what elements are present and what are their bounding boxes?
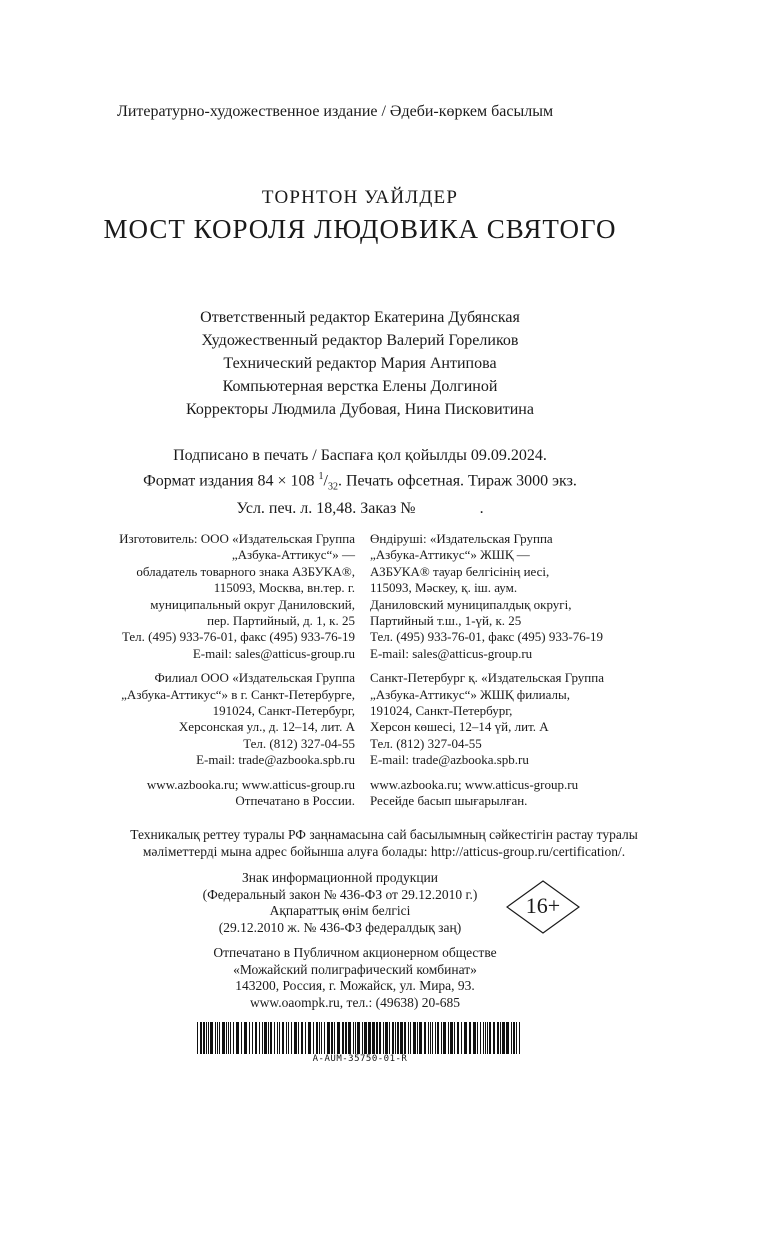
barcode-bar [357,1022,360,1054]
barcode-bar [252,1022,253,1054]
barcode-bar [430,1022,431,1054]
barcode-bar [413,1022,416,1054]
branch-line: Санкт-Петербург қ. «Издательская Группа [370,670,604,686]
info-sign-line: Ақпараттық өнім белгісі [269,903,411,918]
barcode-bar [368,1022,371,1054]
maker-line: E-mail: sales@atticus-group.ru [192,645,355,661]
barcode-bar [513,1022,515,1054]
barcode-bar [262,1022,263,1054]
barcode-bar [502,1022,505,1054]
barcode-bar [298,1022,299,1054]
barcode-bar [321,1022,322,1054]
barcode-bar [324,1022,325,1054]
info-sign-line: Знак информационной продукции [241,870,439,885]
barcode-bar [417,1022,418,1054]
barcode-bar [327,1022,330,1054]
barcode-bar [279,1022,280,1054]
credit-line: Компьютерная верстка Елены Долгиной [222,378,498,395]
barcode-bar [270,1022,272,1054]
barcode-bar [424,1022,426,1054]
barcode-bar [219,1022,220,1054]
barcode-bar [249,1022,250,1054]
format-denominator: 32 [327,481,338,493]
branch-block-left [119,670,355,768]
branch-line: Филиал ООО «Издательская Группа [154,670,355,686]
barcode-bar [428,1022,429,1054]
barcode-bar [313,1022,314,1054]
barcode-bar [210,1022,213,1054]
barcode-bar [353,1022,354,1054]
barcode-bar [228,1022,229,1054]
book-author: ТОРНТОН УАЙЛДЕР [261,187,459,208]
branch-line: Херсонская ул., д. 12–14, лит. А [178,719,355,735]
barcode-bar [197,1022,198,1054]
credit-line: Технический редактор Мария Антипова [223,355,497,372]
barcode-bar [497,1022,499,1054]
maker-line: 115093, Мәскеу, қ. іш. аум. [370,580,518,596]
barcode-bar [259,1022,260,1054]
maker-line: Өндіруші: «Издательская Группа [370,531,553,546]
barcode-bar [404,1022,406,1054]
barcode-bar [222,1022,225,1054]
barcode-bar [345,1022,347,1054]
branch-line: Тел. (812) 327-04-55 [243,735,355,751]
book-title: МОСТ КОРОЛЯ ЛЮДОВИКА СВЯТОГО [103,214,617,244]
printer-line: «Можайский полиграфический комбинат» [233,961,477,977]
barcode-bar [308,1022,311,1054]
barcode-bar [457,1022,459,1054]
barcode-bar [506,1022,509,1054]
barcode-bar [519,1022,520,1054]
info-sign-line: (29.12.2010 ж. № 436-ФЗ федералдық заң) [218,919,462,935]
barcode-bar [419,1022,422,1054]
info-sign-line: (Федеральный закон № 436-ФЗ от 29.12.2010 г.) [202,886,478,902]
maker-line: обладатель товарного знака АЗБУКА®, [136,563,355,579]
barcode-bar [244,1022,247,1054]
age-rating-badge [506,880,580,934]
signed-to-print: Подписано в печать / Баспаға қол қойылды 09.09.2024. [173,447,547,464]
barcode-bar [233,1022,234,1054]
barcode-bar [334,1022,335,1054]
barcode-bar [215,1022,216,1054]
barcode-bar [362,1022,363,1054]
barcode-bar [282,1022,284,1054]
barcode-bar [286,1022,287,1054]
barcode-bar [268,1022,269,1054]
barcode-bar [241,1022,242,1054]
branch-line: Тел. (812) 327-04-55 [370,735,482,751]
printer-block [0,945,710,1011]
barcode-bar [500,1022,501,1054]
branch-line: 191024, Санкт-Петербург, [370,703,513,719]
barcode-bar [208,1022,209,1054]
branch-line: Херсон көшесі, 12–14 үй, лит. А [370,719,549,735]
barcode-bar [432,1022,433,1054]
barcode-bar [255,1022,257,1054]
barcode-bar [489,1022,491,1054]
web-line: Ресейде басып шығарылған. [370,793,528,809]
barcode-bar [437,1022,439,1054]
barcode-bar [493,1022,495,1054]
barcode-bar [355,1022,356,1054]
maker-line: Партийный т.ш., 1-үй, к. 25 [370,613,522,629]
barcode-bar [264,1022,267,1054]
maker-line: АЗБУКА® тауар белгісінің иесі, [370,563,550,579]
credits-block [0,306,720,421]
certification-line: Техникалық реттеу туралы РФ заңнамасына сай басылымның сәйкестігін растау туралы [130,827,638,842]
barcode-bar [226,1022,227,1054]
info-sign-block [170,870,510,936]
printer-line: 143200, Россия, г. Можайск, ул. Мира, 93. [235,978,475,993]
barcode-code: A-AUM-35750-01-R [312,1054,408,1064]
barcode-bar [483,1022,484,1054]
barcode-bar [316,1022,318,1054]
branch-line: E-mail: trade@azbooka.spb.ru [196,752,355,768]
barcode-bar [337,1022,340,1054]
barcode-bar [461,1022,462,1054]
barcode-bar [511,1022,512,1054]
genre-line: Литературно-художественное издание / Әдеби-көркем басылым [117,103,554,120]
barcode-bar [385,1022,388,1054]
web-line: www.azbooka.ru; www.atticus-group.ru [370,776,579,792]
maker-line: Даниловский муниципалдық округі, [370,596,572,612]
certification-note [0,826,768,860]
maker-line: 115093, Москва, вн.тер. г. [213,580,355,596]
barcode-bar [348,1022,351,1054]
print-info-block [0,445,720,519]
barcode-bar [379,1022,381,1054]
branch-line: „Азбука-Аттикус“» ЖШҚ филиалы, [370,686,570,702]
maker-line: Тел. (495) 933-76-01, факс (495) 933-76-19 [370,629,604,645]
barcode-bar [485,1022,486,1054]
barcode-bar [448,1022,449,1054]
barcode-bar [217,1022,218,1054]
barcode-bar [319,1022,320,1054]
web-line: Отпечатано в России. [235,793,355,809]
maker-block-right [370,531,604,662]
barcode-bar [392,1022,394,1054]
barcode-bar [454,1022,455,1054]
maker-line: Изготовитель: ООО «Издательская Группа [119,531,355,546]
barcode [197,1022,523,1054]
barcode-bar [400,1022,403,1054]
barcode-bar [291,1022,292,1054]
imprint-column-left [119,531,355,818]
barcode-bar [389,1022,390,1054]
barcode-bar [464,1022,467,1054]
age-rating-label: 16+ [525,893,561,918]
barcode-bar [435,1022,436,1054]
barcode-bar [469,1022,471,1054]
barcode-bar [410,1022,411,1054]
branch-line: E-mail: trade@azbooka.spb.ru [370,752,529,768]
printer-line: Отпечатано в Публичном акционерном обществе [213,945,497,960]
maker-line: „Азбука-Аттикус“» ЖШҚ — [370,547,530,563]
barcode-bar [274,1022,275,1054]
barcode-bar [395,1022,396,1054]
web-block-right [370,777,604,810]
barcode-bar [516,1022,517,1054]
format-pre: Формат издания 84 × 108 [143,472,319,490]
barcode-bar [301,1022,303,1054]
barcode-bar [383,1022,384,1054]
maker-block-left [119,531,355,662]
maker-line: Тел. (495) 933-76-01, факс (495) 933-76-19 [121,629,355,645]
maker-line: муниципальный округ Даниловский, [150,596,355,612]
maker-line: E-mail: sales@atticus-group.ru [370,645,533,661]
barcode-bar [294,1022,297,1054]
barcode-bar [236,1022,239,1054]
barcode-bar [443,1022,446,1054]
credit-line: Ответственный редактор Екатерина Дубянская [200,309,520,326]
web-block-left [119,777,355,810]
barcode-bar [397,1022,399,1054]
credit-line: Художественный редактор Валерий Гореликов [201,332,519,349]
barcode-bar [473,1022,476,1054]
barcode-bar [288,1022,289,1054]
format-slash: / [323,472,328,490]
barcode-bar [372,1022,375,1054]
barcode-bar [230,1022,231,1054]
barcode-bar [305,1022,306,1054]
barcode-bar [203,1022,205,1054]
barcode-bar [364,1022,367,1054]
barcode-bar [480,1022,481,1054]
barcode-bar [441,1022,442,1054]
format-post: . Печать офсетная. Тираж 3000 экз. [337,472,577,490]
barcode-bar [450,1022,453,1054]
credit-line: Корректоры Людмила Дубовая, Нина Писковитина [186,401,534,418]
barcode-bar [200,1022,202,1054]
barcode-bar [376,1022,378,1054]
certification-line: мәліметтерді мына адрес бойынша алуға болады: http://atticus-group.ru/certification/. [142,844,626,859]
maker-line: „Азбука-Аттикус“» — [231,547,355,563]
printer-line: www.oaompk.ru, тел.: (49638) 20-685 [249,994,461,1010]
barcode-bar [342,1022,344,1054]
maker-line: пер. Партийный, д. 1, к. 25 [207,613,355,629]
branch-line: „Азбука-Аттикус“» в г. Санкт-Петербурге, [121,686,355,702]
barcode-bar [477,1022,478,1054]
barcode-bar [408,1022,409,1054]
imprint-column-right [370,531,604,818]
branch-block-right [370,670,604,768]
order-line: Усл. печ. л. 18,48. Заказ № . [236,499,484,517]
format-line [0,466,720,498]
barcode-bar [331,1022,333,1054]
barcode-bar [277,1022,278,1054]
branch-line: 191024, Санкт-Петербург, [212,703,355,719]
web-line: www.azbooka.ru; www.atticus-group.ru [146,776,355,792]
barcode-bar [487,1022,488,1054]
format-numerator: 1 [318,471,324,482]
barcode-bar [206,1022,207,1054]
